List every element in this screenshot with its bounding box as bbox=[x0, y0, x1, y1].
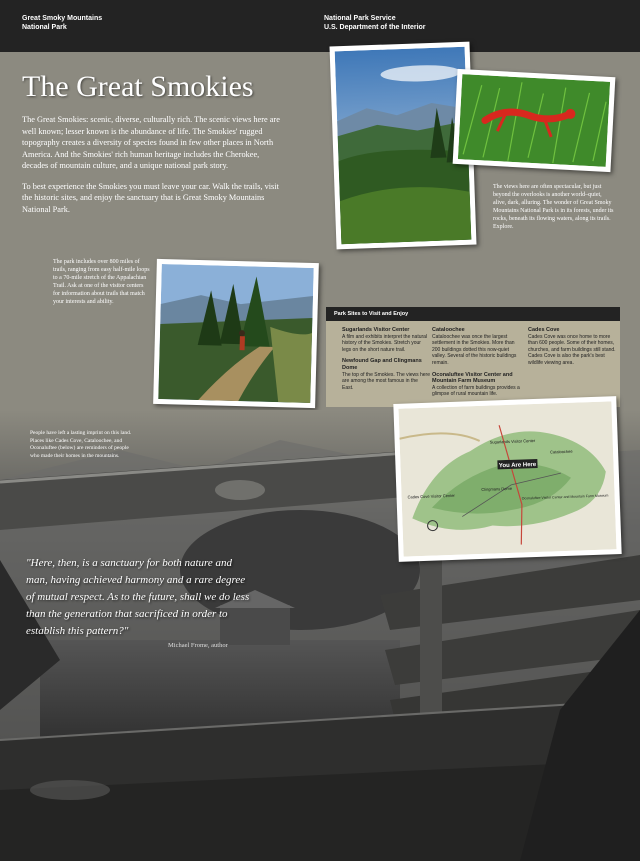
site-desc: Cataloochee was once the largest settlement in the Smokies. More than 200 buildings dotted this now-quiet valley. Several of the historic buildings remain. bbox=[432, 333, 517, 366]
intro-paragraph-1: The Great Smokies: scenic, diverse, culturally rich. The scenic views here are well known; lesser known is the abundance of life. The Smokies' rugged topography creates a diversity of species found in few other places in North America. And the Smokies' rich human heritage includes the Cherokee, decades of mountain culture, and a unique national park story. bbox=[22, 115, 280, 170]
map-label-cades-cove: Cades Cove Visitor Center bbox=[407, 492, 455, 500]
site-name: Oconaluftee Visitor Center and Mountain Farm Museum bbox=[432, 371, 513, 385]
site-cades-cove bbox=[528, 327, 616, 367]
park-sites-box bbox=[326, 307, 620, 407]
views-caption: The views here are often spectacular, but just beyond the overlooks is another world–quiet, alive, dark, alluring. The wonder of Great Smoky Mountains National Park is in its forests, under its rocks, beneath its flowing waters, along its trails. Explore. bbox=[493, 184, 614, 230]
map-label-oconaluftee: Oconaluftee Visitor Center and Mountain Farm Museum bbox=[521, 493, 609, 501]
site-cataloochee bbox=[432, 327, 520, 367]
site-desc: A collection of farm buildings provides a glimpse of rural mountain life. bbox=[432, 384, 520, 398]
park-sites-heading: Park Sites to Visit and Enjoy bbox=[326, 307, 620, 321]
sites-column-2 bbox=[432, 327, 520, 403]
site-name: Cades Cove bbox=[528, 327, 560, 333]
intro-text bbox=[22, 114, 284, 224]
park-name: Great Smoky Mountains National Park bbox=[22, 15, 103, 31]
site-oconaluftee bbox=[432, 372, 520, 398]
site-name: Sugarlands Visitor Center bbox=[342, 327, 410, 333]
site-name: Newfound Gap and Clingmans Dome bbox=[342, 358, 422, 371]
quote-author: Michael Frome, author bbox=[168, 642, 228, 649]
header-bar bbox=[0, 0, 640, 52]
map-label-cataloochee: Cataloochee bbox=[549, 448, 573, 455]
site-name: Cataloochee bbox=[432, 327, 465, 333]
site-desc: Cades Cove was once home to more than 600 people. Some of their homes, churches, and farm buildings still stand. Cades Cove is also the park's best wildlife viewing area. bbox=[528, 333, 616, 366]
people-caption: People have left a lasting imprint on this land. Places like Cades Cove, Cataloochee, and Oconaluftee (below) are reminders of people who made their homes in the mountains. bbox=[30, 430, 132, 459]
map-label-clingmans: Clingmans Dome bbox=[481, 485, 513, 492]
salamander-photo bbox=[453, 69, 616, 172]
intro-paragraph-2: To best experience the Smokies you must leave your car. Walk the trails, visit the historic sites, and enjoy the sanctuary that is Great Smoky Mountains National Park. bbox=[22, 181, 279, 214]
site-clingmans bbox=[342, 358, 430, 391]
site-desc: The top of the Smokies. The views here are among the most famous in the East. bbox=[342, 371, 431, 391]
map-label-sugarlands: Sugarlands Visitor Center bbox=[489, 438, 536, 445]
page-title: The Great Smokies bbox=[22, 70, 254, 103]
quote-text: "Here, then, is a sanctuary for both nature and man, having achieved harmony and a rare degree of mutual respect. As to the future, shall we do less than the generation that sacrificed in order to establish this pattern?" bbox=[26, 557, 250, 637]
sites-column-3 bbox=[528, 327, 616, 372]
site-sugarlands bbox=[342, 327, 430, 353]
you-are-here-label: You Are Here bbox=[498, 461, 537, 470]
agency-name: National Park Service U.S. Department of the Interior bbox=[324, 15, 426, 31]
site-desc: A film and exhibits interpret the natural history of the Smokies. Stretch your legs on the short nature trail. bbox=[342, 333, 428, 353]
sites-column-1 bbox=[342, 327, 430, 396]
park-map bbox=[393, 396, 621, 562]
trails-caption: The park includes over 800 miles of trails, ranging from easy half-mile loops to a 70-mile stretch of the Appalachian Trail. Ask at one of the visitor centers for information about trails that match your interests and ability. bbox=[53, 259, 150, 305]
hiker-trail-photo bbox=[153, 259, 319, 408]
